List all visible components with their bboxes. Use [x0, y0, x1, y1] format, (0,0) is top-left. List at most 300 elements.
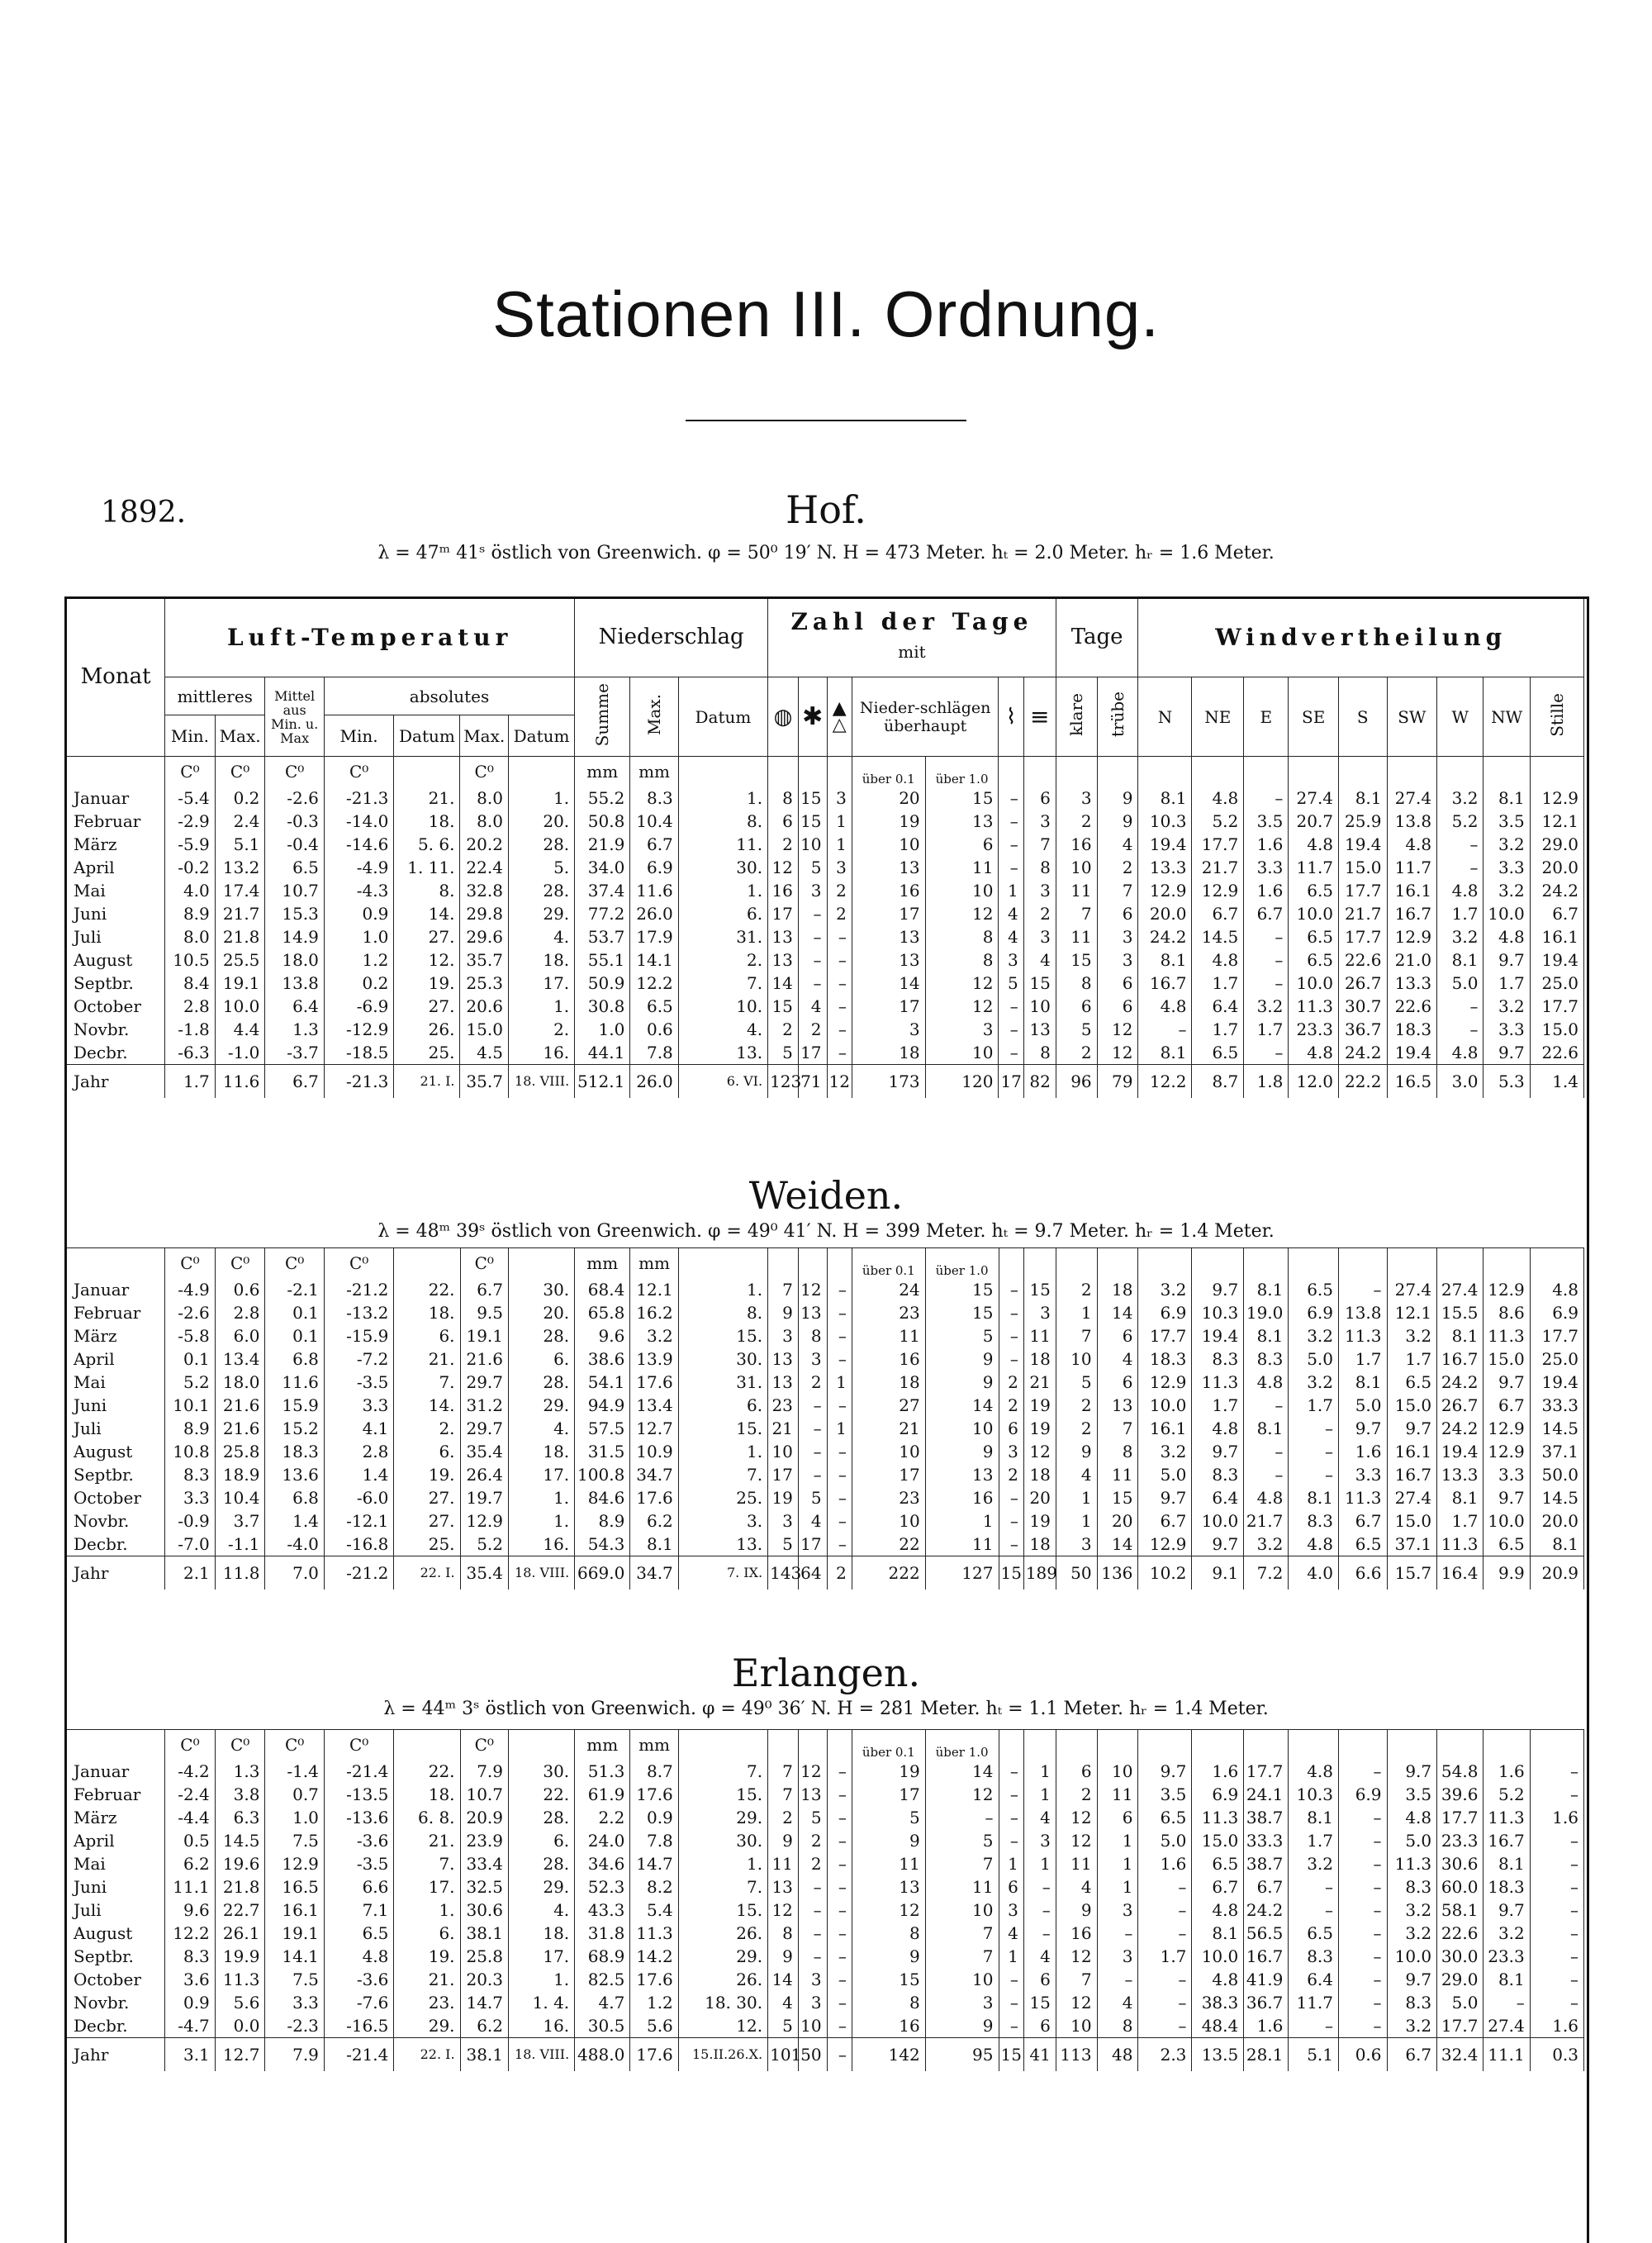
data-cell: 15 [925, 1278, 999, 1301]
data-cell: 12.1 [1530, 810, 1583, 833]
month-label: Januar [67, 1278, 165, 1301]
data-cell: 6.5 [1289, 1278, 1339, 1301]
data-cell: 0.5 [165, 1829, 216, 1852]
data-cell: – [1483, 1991, 1530, 2014]
station-coords-hof: λ = 47ᵐ 41ˢ östlich von Greenwich. φ = 50⁰ 19′ N. H = 473 Meter. hₜ = 2.0 Meter. hᵣ = 1.6 Meter. [377, 543, 1275, 563]
jahr-cell: 3.0 [1437, 1065, 1483, 1099]
data-cell: 9.7 [1387, 1968, 1437, 1991]
data-cell: 3 [925, 1018, 999, 1041]
data-cell: 12. [394, 948, 460, 972]
jahr-cell: 82 [1023, 1065, 1056, 1099]
data-cell: – [827, 948, 852, 972]
data-cell: 13.3 [1387, 972, 1437, 995]
data-cell: – [999, 1829, 1023, 1852]
data-cell: 82.5 [575, 1968, 630, 1991]
month-label: October [67, 995, 165, 1018]
data-cell: 30.7 [1339, 995, 1387, 1018]
month-label: Septbr. [67, 1945, 165, 1968]
data-cell: 12.9 [265, 1852, 324, 1875]
data-cell: 30. [678, 856, 767, 879]
data-cell: -12.1 [324, 1509, 393, 1533]
jahr-cell: 189 [1023, 1556, 1056, 1590]
data-cell: 17.6 [630, 1783, 678, 1806]
data-cell: 39.6 [1437, 1783, 1483, 1806]
data-cell: – [1023, 1898, 1056, 1922]
data-cell: 29.6 [460, 925, 508, 948]
header-zahl-text: Zahl der Tage [790, 608, 1033, 635]
data-cell: 2 [798, 1852, 827, 1875]
jahr-cell: 9.1 [1192, 1556, 1244, 1590]
data-cell: 8.3 [1192, 1347, 1244, 1371]
data-cell: 29.7 [460, 1371, 508, 1394]
data-cell: 29.0 [1530, 833, 1583, 856]
data-cell: 2 [798, 1018, 827, 1041]
month-label: Februar [67, 1783, 165, 1806]
data-cell: 2 [999, 1463, 1023, 1486]
data-cell: 12 [1056, 1829, 1097, 1852]
unit-cell: mm [575, 1730, 630, 1761]
month-label: Decbr. [67, 2014, 165, 2038]
data-cell: – [925, 1806, 999, 1829]
data-cell: 24.2 [1138, 925, 1192, 948]
data-cell: 8.3 [1387, 1875, 1437, 1898]
data-cell: 1.6 [1192, 1760, 1244, 1783]
data-cell: 4.7 [575, 1991, 630, 2014]
data-cell: 6.2 [165, 1852, 216, 1875]
data-cell: – [999, 995, 1023, 1018]
data-cell: 33.3 [1530, 1394, 1583, 1417]
data-cell: 11 [925, 1875, 999, 1898]
data-cell: – [1289, 1875, 1339, 1898]
jahr-cell: 95 [925, 2038, 999, 2072]
data-cell: 5.0 [1138, 1463, 1192, 1486]
unit-cell: C⁰ [165, 757, 216, 787]
header-mittel-aus: Mittel aus Min. u. Max [265, 677, 324, 757]
data-cell: 13.6 [265, 1463, 324, 1486]
data-cell: 12.9 [1530, 786, 1583, 810]
data-cell: 3 [852, 1018, 925, 1041]
data-cell: 10 [852, 1509, 925, 1533]
page-title: Stationen III. Ordnung. [492, 278, 1160, 350]
data-cell: 1 [999, 1945, 1023, 1968]
data-cell: 5 [798, 1486, 827, 1509]
data-cell: 6.7 [1192, 1875, 1244, 1898]
data-cell: – [827, 1898, 852, 1922]
data-cell: 10.3 [1192, 1301, 1244, 1324]
data-cell: 43.3 [575, 1898, 630, 1922]
data-cell: – [798, 1463, 827, 1486]
data-cell: 10 [925, 1968, 999, 1991]
data-cell: – [1339, 1852, 1387, 1875]
data-cell: 5.1 [215, 833, 265, 856]
data-cell: 2 [827, 879, 852, 902]
hail-icon: ▲ △ [827, 677, 852, 757]
data-cell: 10 [925, 879, 999, 902]
data-cell: 8 [925, 948, 999, 972]
data-cell: – [827, 1968, 852, 1991]
unit-cell: mm [630, 757, 678, 787]
data-cell: 20. [508, 810, 574, 833]
data-cell: 3.8 [215, 1783, 265, 1806]
data-cell: 13 [925, 810, 999, 833]
data-cell: – [1244, 948, 1289, 972]
data-cell: 9 [925, 1440, 999, 1463]
data-cell: – [827, 972, 852, 995]
data-cell: 12 [798, 1760, 827, 1783]
data-cell: 13 [852, 925, 925, 948]
data-cell: 1.7 [1437, 902, 1483, 925]
data-cell: 2 [1056, 1041, 1097, 1065]
data-cell: – [827, 925, 852, 948]
data-cell: 20.9 [460, 1806, 508, 1829]
data-cell: 6.7 [1339, 1509, 1387, 1533]
jahr-cell: 173 [852, 1065, 925, 1099]
data-cell: 37.1 [1530, 1440, 1583, 1463]
data-cell: – [1530, 1991, 1583, 2014]
data-cell: 18 [1023, 1347, 1056, 1371]
data-cell: 3 [999, 1440, 1023, 1463]
month-label: Decbr. [67, 1533, 165, 1556]
data-cell: – [999, 2014, 1023, 2038]
data-cell: 18.0 [265, 948, 324, 972]
data-cell: 12.9 [1483, 1440, 1530, 1463]
jahr-cell: 7.2 [1244, 1556, 1289, 1590]
data-cell: 8.0 [460, 810, 508, 833]
unit-cell: mm [575, 1248, 630, 1279]
data-cell: 6.2 [460, 2014, 508, 2038]
data-cell: 16.2 [630, 1301, 678, 1324]
data-cell: 3.3 [1483, 1018, 1530, 1041]
data-cell: 1 [1097, 1875, 1138, 1898]
data-cell: 6 [925, 833, 999, 856]
data-cell: 11 [1056, 879, 1097, 902]
data-cell: 16.1 [265, 1898, 324, 1922]
data-cell: 11.3 [1387, 1852, 1437, 1875]
data-cell: 27.4 [1483, 2014, 1530, 2038]
data-cell: 9 [768, 1301, 799, 1324]
data-cell: 15.2 [265, 1417, 324, 1440]
jahr-cell: 13.5 [1192, 2038, 1244, 2072]
data-cell: – [1138, 1968, 1192, 1991]
unit-cell: C⁰ [324, 757, 393, 787]
jahr-cell: 10.2 [1138, 1556, 1192, 1590]
data-cell: 1 [1097, 1829, 1138, 1852]
header-dir-w: W [1437, 677, 1483, 757]
data-cell: 3.5 [1244, 810, 1289, 833]
data-cell: 26.7 [1339, 972, 1387, 995]
data-cell: 12.7 [630, 1417, 678, 1440]
unit-cell: mm [575, 757, 630, 787]
data-cell: 65.8 [575, 1301, 630, 1324]
data-cell: 2.4 [215, 810, 265, 833]
data-cell: 1 [1097, 1852, 1138, 1875]
data-cell: – [827, 1301, 852, 1324]
header-dir-nw: NW [1483, 677, 1530, 757]
data-cell: 2.2 [575, 1806, 630, 1829]
data-cell: -12.9 [324, 1018, 393, 1041]
data-cell: 6.9 [1339, 1783, 1387, 1806]
data-cell: 6.7 [1244, 1875, 1289, 1898]
month-label: Septbr. [67, 1463, 165, 1486]
data-cell: 4.8 [1387, 1806, 1437, 1829]
data-cell: 2 [1023, 902, 1056, 925]
data-cell: 6.5 [1192, 1041, 1244, 1065]
data-cell: 4.5 [460, 1041, 508, 1065]
header-dir-sw: SW [1387, 677, 1437, 757]
data-cell: 25.0 [1530, 1347, 1583, 1371]
data-cell: 9.7 [1483, 1898, 1530, 1922]
data-cell: 15.5 [1437, 1301, 1483, 1324]
data-cell: 11 [852, 1852, 925, 1875]
data-cell: 3.3 [1483, 1463, 1530, 1486]
data-cell: 9 [925, 1347, 999, 1371]
data-cell: 3 [798, 879, 827, 902]
data-cell: 18.3 [1483, 1875, 1530, 1898]
data-cell: 1. [678, 1278, 767, 1301]
data-cell: -7.0 [165, 1533, 216, 1556]
data-cell: 34.0 [575, 856, 630, 879]
data-cell: 4. [509, 1898, 575, 1922]
data-cell: 3.2 [1138, 1278, 1192, 1301]
data-cell: 27. [394, 995, 460, 1018]
header-truebe-text: trübe [1108, 691, 1128, 738]
data-cell: 3.7 [215, 1509, 265, 1533]
data-cell: -1.4 [265, 1760, 324, 1783]
data-cell: – [798, 1945, 827, 1968]
header-niederschlag: Niederschlag [575, 597, 768, 677]
data-cell: 12.9 [1138, 879, 1192, 902]
data-cell: -4.0 [265, 1533, 324, 1556]
data-cell: 3 [1097, 1945, 1138, 1968]
data-cell: 15.0 [1387, 1509, 1437, 1533]
data-cell: 2 [798, 1829, 827, 1852]
data-cell: – [1138, 1898, 1192, 1922]
data-cell: 24.2 [1244, 1898, 1289, 1922]
data-cell: 16 [1056, 833, 1097, 856]
data-cell: 51.3 [575, 1760, 630, 1783]
data-cell: 12 [768, 1898, 799, 1922]
data-cell: 1.7 [1289, 1829, 1339, 1852]
data-cell: 9 [1097, 786, 1138, 810]
data-cell: -6.3 [165, 1041, 216, 1065]
data-cell: 18. [394, 810, 460, 833]
data-cell: 3.2 [1244, 995, 1289, 1018]
data-cell: 34.6 [575, 1852, 630, 1875]
data-cell: 20.6 [460, 995, 508, 1018]
jahr-cell: 18. VIII. [508, 1065, 574, 1099]
data-cell: 8.4 [165, 972, 216, 995]
data-cell: 9.7 [1483, 948, 1530, 972]
data-cell: 12 [1023, 1440, 1056, 1463]
jahr-cell: 6.6 [1339, 1556, 1387, 1590]
data-cell: 6 [1023, 786, 1056, 810]
data-cell: 9.7 [1387, 1417, 1437, 1440]
data-cell: 17. [508, 972, 574, 995]
jahr-cell: 28.1 [1244, 2038, 1289, 2072]
data-cell: 6.5 [1387, 1371, 1437, 1394]
jahr-cell: 11.6 [215, 1065, 265, 1099]
unit-cell: C⁰ [265, 1730, 324, 1761]
data-cell: 18.0 [215, 1371, 265, 1394]
data-cell: – [827, 1875, 852, 1898]
data-cell: 4.8 [1437, 879, 1483, 902]
station-coords-weiden: λ = 48ᵐ 39ˢ östlich von Greenwich. φ = 49⁰ 41′ N. H = 399 Meter. hₜ = 9.7 Meter. hᵣ = 1.4 Meter. [377, 1221, 1275, 1242]
data-cell: 22. [394, 1760, 460, 1783]
data-cell: 1.3 [265, 1018, 324, 1041]
data-cell: 6.9 [1289, 1301, 1339, 1324]
data-cell: – [1437, 1018, 1483, 1041]
jahr-cell: – [827, 2038, 852, 2072]
data-cell: 30.0 [1437, 1945, 1483, 1968]
data-cell: 12. [678, 2014, 767, 2038]
data-cell: – [1530, 1898, 1583, 1922]
data-cell: 3.3 [165, 1486, 216, 1509]
jahr-cell: 12.2 [1138, 1065, 1192, 1099]
data-cell: 21. [394, 786, 460, 810]
data-cell: 16.1 [1387, 1440, 1437, 1463]
data-cell: 0.2 [215, 786, 265, 810]
data-cell: – [999, 856, 1023, 879]
data-cell: 10.8 [165, 1440, 216, 1463]
data-cell: 4 [1023, 1806, 1056, 1829]
data-cell: 3 [1023, 1301, 1056, 1324]
data-cell: 2. [394, 1417, 460, 1440]
data-cell: 6 [1097, 972, 1138, 995]
jahr-cell: 1.7 [165, 1065, 216, 1099]
data-cell: 4 [999, 1922, 1023, 1945]
data-cell: 48.4 [1192, 2014, 1244, 2038]
data-cell: 19.9 [215, 1945, 265, 1968]
data-cell: – [798, 1440, 827, 1463]
data-cell: 7 [768, 1278, 799, 1301]
data-cell: – [1023, 1922, 1056, 1945]
data-cell: 30.6 [1437, 1852, 1483, 1875]
data-cell: 27.4 [1289, 786, 1339, 810]
data-cell: 6.5 [1339, 1533, 1387, 1556]
data-cell: 3.3 [1483, 856, 1530, 879]
jahr-cell: 488.0 [575, 2038, 630, 2072]
data-cell: 13.4 [630, 1394, 678, 1417]
title-rule [686, 420, 966, 421]
data-cell: 2.8 [165, 995, 216, 1018]
data-cell: 3.5 [1387, 1783, 1437, 1806]
month-label: Juli [67, 925, 165, 948]
data-cell: 4.8 [1289, 1760, 1339, 1783]
jahr-cell: 15.7 [1387, 1556, 1437, 1590]
data-cell: – [827, 1018, 852, 1041]
data-cell: 17 [768, 902, 799, 925]
data-cell: – [1339, 1875, 1387, 1898]
unit-cell: über 1.0 [925, 1730, 999, 1761]
month-label: Januar [67, 786, 165, 810]
jahr-cell: 22.2 [1339, 1065, 1387, 1099]
data-cell: 2 [798, 1371, 827, 1394]
data-cell: 6.8 [265, 1486, 324, 1509]
data-cell: 17.7 [1437, 1806, 1483, 1829]
data-cell: 19.0 [1244, 1301, 1289, 1324]
data-cell: – [827, 1278, 852, 1301]
data-cell: 10.0 [1138, 1394, 1192, 1417]
data-cell: 14.5 [215, 1829, 265, 1852]
data-cell: 12 [925, 972, 999, 995]
data-cell: 14 [925, 1394, 999, 1417]
data-cell: 1 [827, 1371, 852, 1394]
data-cell: 10 [925, 1417, 999, 1440]
data-cell: 20 [852, 786, 925, 810]
data-cell: 3.3 [324, 1394, 393, 1417]
jahr-cell: 15.II.26.X. [678, 2038, 767, 2072]
data-cell: – [1339, 1991, 1387, 2014]
data-cell: 1.6 [1530, 2014, 1583, 2038]
data-cell: 1 [827, 1417, 852, 1440]
data-cell: – [1437, 995, 1483, 1018]
data-cell: 1 [1023, 1783, 1056, 1806]
data-cell: 22 [852, 1533, 925, 1556]
data-cell: 3.3 [265, 1991, 324, 2014]
data-cell: – [999, 1509, 1023, 1533]
data-cell: 6.5 [1289, 948, 1339, 972]
data-cell: -1.0 [215, 1041, 265, 1065]
data-cell: 9.7 [1387, 1760, 1437, 1783]
data-cell: 5.6 [630, 2014, 678, 2038]
data-cell: 8.0 [460, 786, 508, 810]
data-cell: 6.9 [630, 856, 678, 879]
data-cell: – [1023, 1875, 1056, 1898]
data-cell: 16.1 [1530, 925, 1583, 948]
data-cell: 31. [678, 925, 767, 948]
data-cell: 17.9 [630, 925, 678, 948]
data-cell: 5.2 [1483, 1783, 1530, 1806]
data-cell: 24.0 [575, 1829, 630, 1852]
month-label: März [67, 833, 165, 856]
data-cell: 0.1 [265, 1324, 324, 1347]
data-cell: 21 [768, 1417, 799, 1440]
station-name-weiden: Weiden. [748, 1173, 904, 1218]
data-cell: 5.2 [1192, 810, 1244, 833]
data-cell: 14 [768, 972, 799, 995]
unit-cell: über 0.1 [852, 1730, 925, 1761]
data-cell: 4.8 [324, 1945, 393, 1968]
data-cell: 28. [508, 879, 574, 902]
unit-cell: C⁰ [265, 1248, 324, 1279]
data-cell: -4.9 [324, 856, 393, 879]
data-cell: 28. [509, 1371, 575, 1394]
data-cell: 37.1 [1387, 1533, 1437, 1556]
data-cell: -21.2 [324, 1278, 393, 1301]
data-cell: 3.2 [630, 1324, 678, 1347]
data-cell: 3.2 [1138, 1440, 1192, 1463]
data-cell: 13.3 [1437, 1463, 1483, 1486]
data-cell: 14 [852, 972, 925, 995]
data-cell: 6.9 [1192, 1783, 1244, 1806]
data-cell: 9 [1097, 810, 1138, 833]
data-cell: 3.2 [1387, 2014, 1437, 2038]
data-cell: 1. [394, 1898, 460, 1922]
data-cell: – [827, 1347, 852, 1371]
data-cell: 21.0 [1387, 948, 1437, 972]
month-label: April [67, 856, 165, 879]
data-cell: 36.7 [1244, 1991, 1289, 2014]
jahr-cell: 101 [768, 2038, 799, 2072]
data-cell: 53.7 [575, 925, 630, 948]
data-cell: – [1530, 1875, 1583, 1898]
data-cell: 12 [1056, 1991, 1097, 2014]
data-cell: 11 [925, 1533, 999, 1556]
data-cell: – [999, 1486, 1023, 1509]
data-cell: 12.9 [1138, 1371, 1192, 1394]
data-cell: 6.5 [265, 856, 324, 879]
data-cell: -4.3 [324, 879, 393, 902]
